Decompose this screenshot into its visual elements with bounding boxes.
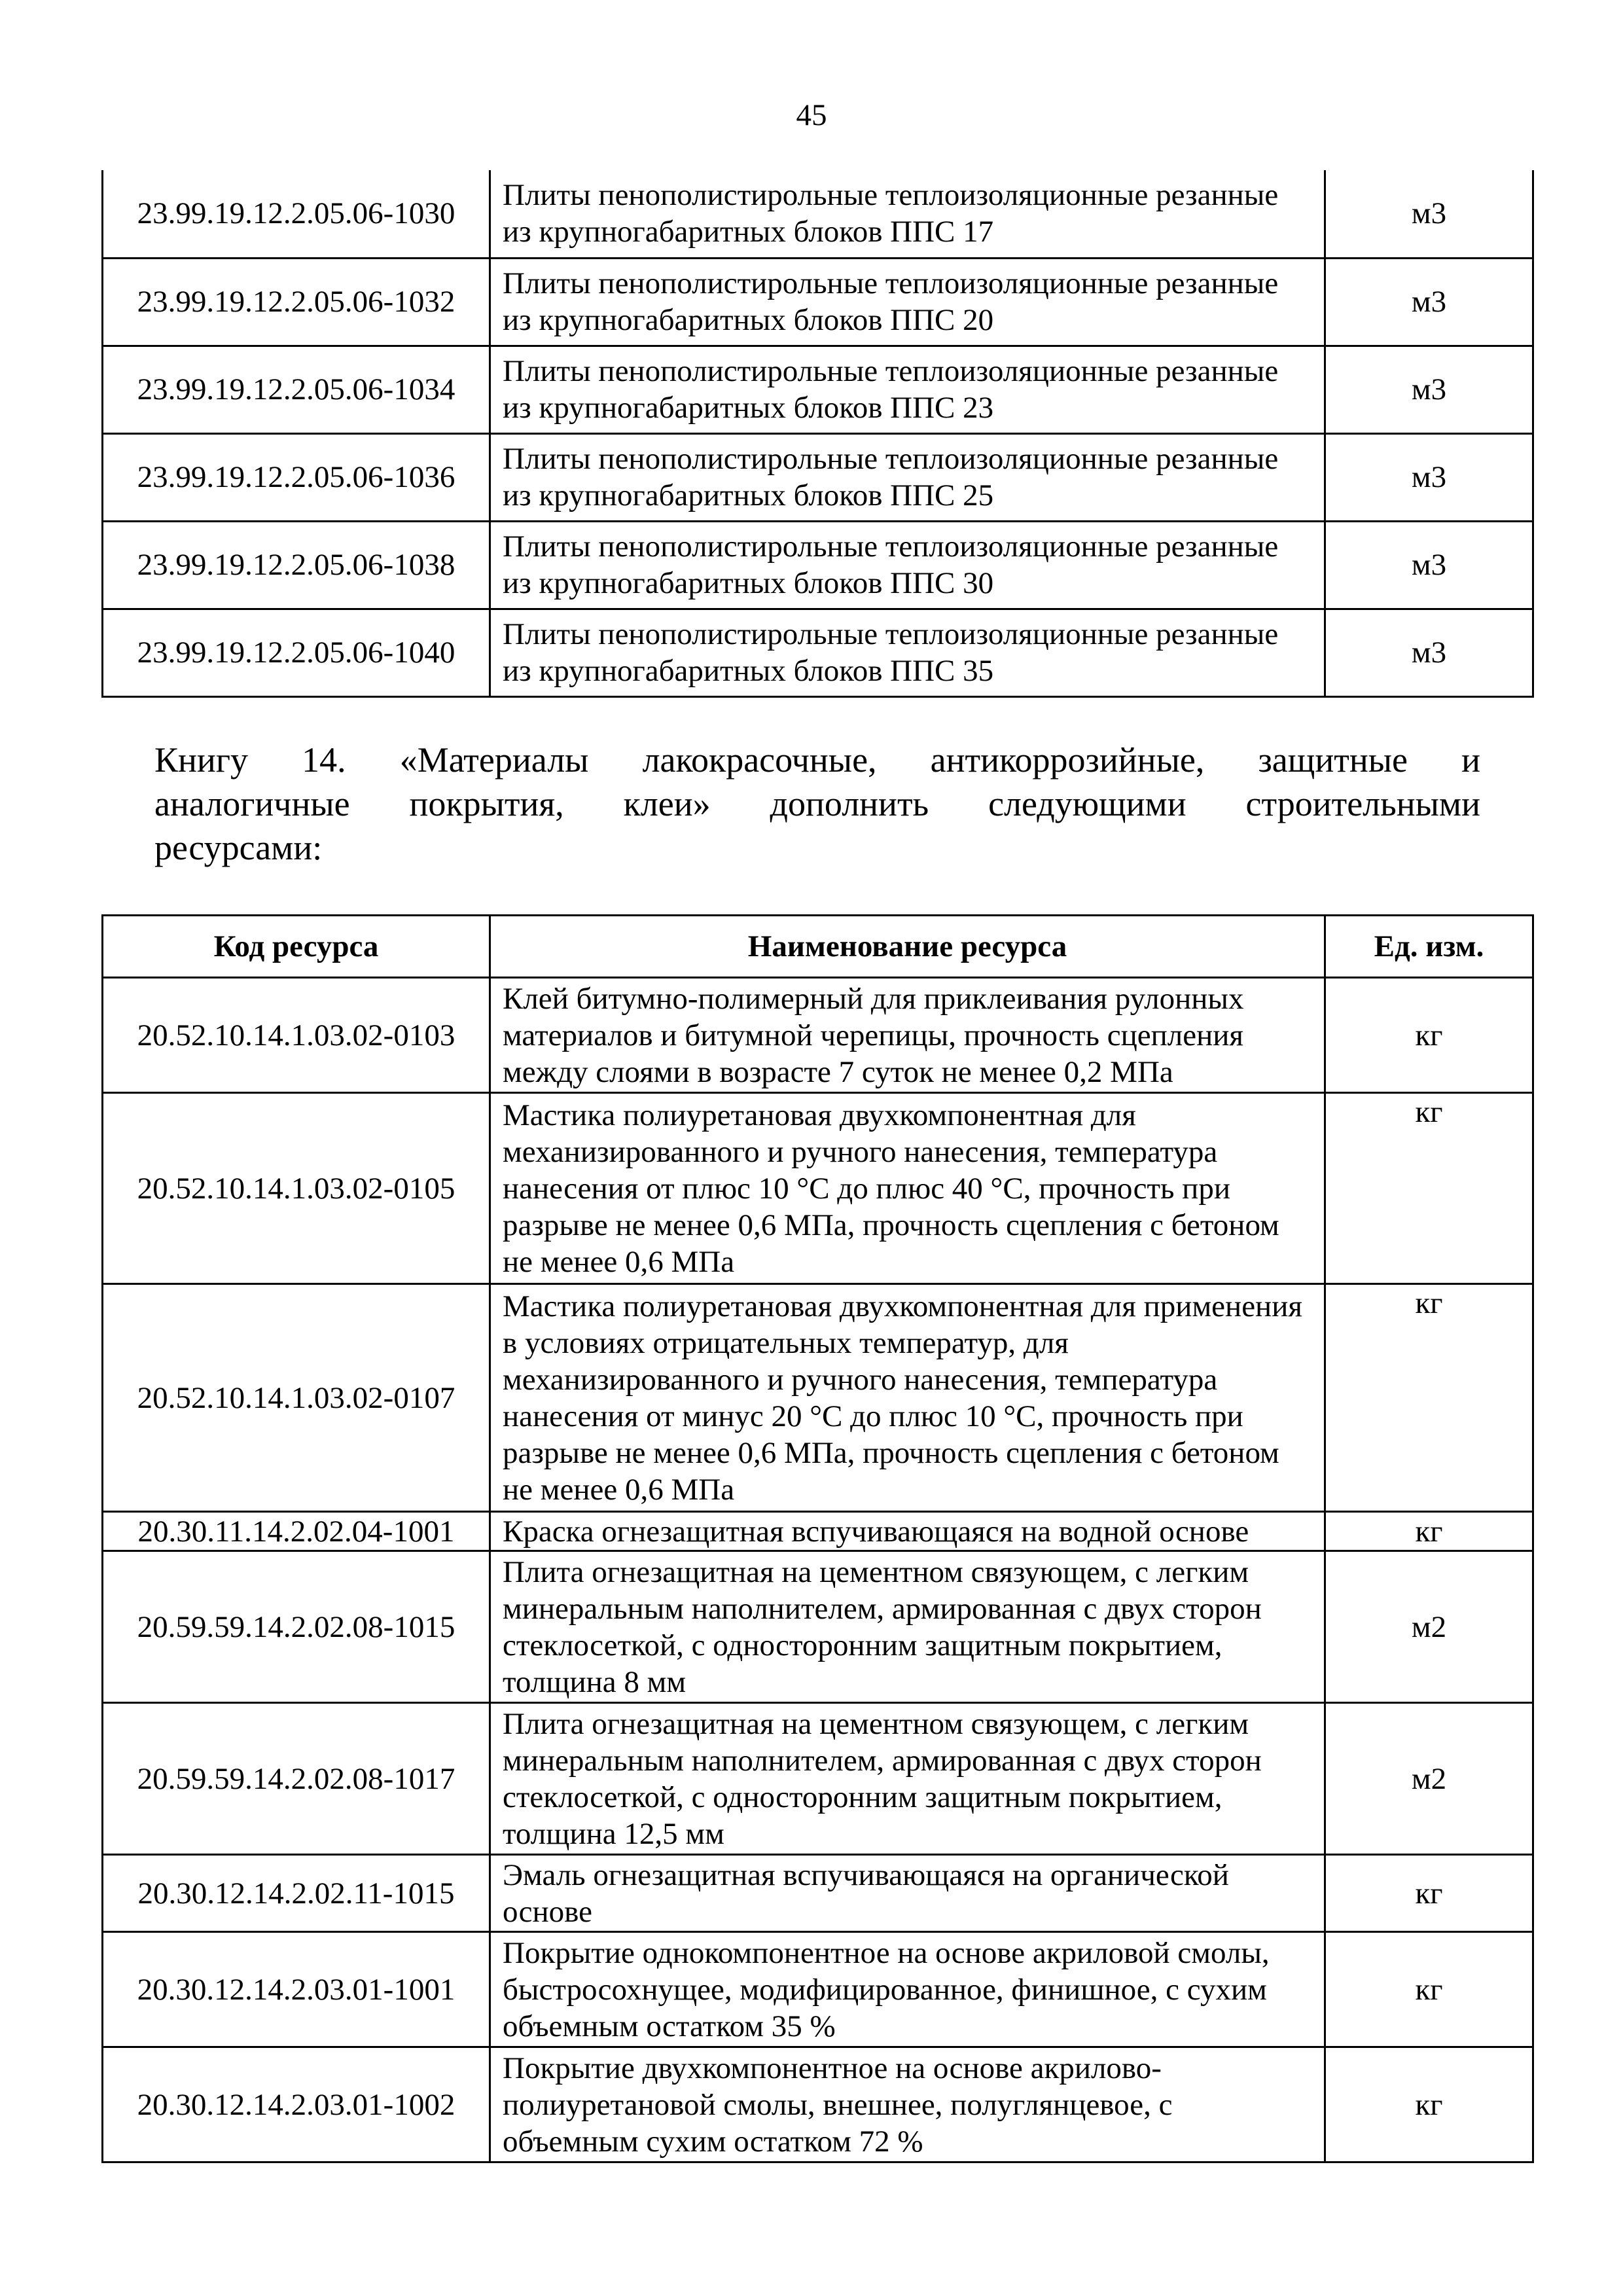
paragraph-line: аналогичные покрытия, клеи» дополнить следующими строительными bbox=[154, 784, 1480, 823]
table-header-row bbox=[103, 916, 1533, 978]
table-row bbox=[103, 609, 1533, 696]
resource-unit: кг bbox=[1325, 1093, 1533, 1284]
resource-unit: кг bbox=[1325, 1932, 1533, 2047]
resource-name: Плита огнезащитная на цементном связующем, с легким минеральным наполнителем, армированная с двух сторон стеклосеткой, с односторонним защитным покрытием, толщина 12,5 мм bbox=[490, 1703, 1325, 1855]
resource-code: 20.30.12.14.2.02.11-1015 bbox=[103, 1855, 490, 1932]
column-header-code: Код ресурса bbox=[103, 916, 490, 978]
resource-code: 23.99.19.12.2.05.06-1032 bbox=[103, 258, 490, 346]
resource-unit: кг bbox=[1325, 1512, 1533, 1551]
resource-unit: м2 bbox=[1325, 1551, 1533, 1703]
table-row bbox=[103, 258, 1533, 346]
table-row bbox=[103, 433, 1533, 521]
resource-unit: м3 bbox=[1325, 521, 1533, 609]
resource-code: 20.52.10.14.1.03.02-0105 bbox=[103, 1093, 490, 1284]
table-row bbox=[103, 1093, 1533, 1284]
table-row bbox=[103, 1703, 1533, 1855]
page-number: 45 bbox=[796, 98, 827, 132]
resource-name: Покрытие однокомпонентное на основе акриловой смолы, быстросохнущее, модифицированное, финишное, с сухим объемным остатком 35 % bbox=[490, 1932, 1325, 2047]
table-row bbox=[103, 1284, 1533, 1512]
resource-code: 20.30.11.14.2.02.04-1001 bbox=[103, 1512, 490, 1551]
resource-code: 20.59.59.14.2.02.08-1015 bbox=[103, 1551, 490, 1703]
resource-unit: м3 bbox=[1325, 609, 1533, 696]
resource-code: 20.30.12.14.2.03.01-1002 bbox=[103, 2047, 490, 2162]
resource-name: Мастика полиуретановая двухкомпонентная для механизированного и ручного нанесения, температура нанесения от плюс 10 °С до плюс 40 °С, прочность при разрыве не менее 0,6 МПа, прочность сцепления с бетоном не менее 0,6 МПа bbox=[490, 1093, 1325, 1284]
table-row bbox=[103, 1932, 1533, 2047]
paragraph-line: ресурсами: bbox=[154, 828, 323, 867]
resource-unit: кг bbox=[1325, 2047, 1533, 2162]
resource-code: 20.52.10.14.1.03.02-0107 bbox=[103, 1284, 490, 1512]
resource-name: Клей битумно-полимерный для приклеивания рулонных материалов и битумной черепицы, прочность сцепления между слоями в возрасте 7 суток не менее 0,2 МПа bbox=[490, 978, 1325, 1093]
resource-name: Краска огнезащитная вспучивающаяся на водной основе bbox=[490, 1512, 1325, 1551]
resource-name: Покрытие двухкомпонентное на основе акрилово-полиуретановой смолы, внешнее, полуглянцевое, с объемным сухим остатком 72 % bbox=[490, 2047, 1325, 2162]
resource-code: 20.59.59.14.2.02.08-1017 bbox=[103, 1703, 490, 1855]
table-row bbox=[103, 170, 1533, 258]
resource-code: 23.99.19.12.2.05.06-1030 bbox=[103, 170, 490, 258]
resource-name: Плита огнезащитная на цементном связующем, с легким минеральным наполнителем, армированная с двух сторон стеклосеткой, с односторонним защитным покрытием, толщина 8 мм bbox=[490, 1551, 1325, 1703]
resource-code: 23.99.19.12.2.05.06-1034 bbox=[103, 346, 490, 433]
resource-unit: м3 bbox=[1325, 258, 1533, 346]
resource-name: Мастика полиуретановая двухкомпонентная для применения в условиях отрицательных температур, для механизированного и ручного нанесения, температура нанесения от минус 20 °С до плюс 10 °С, прочность при разрыве не менее 0,6 МПа, прочность сцепления с бетоном не менее 0,6 МПа bbox=[490, 1284, 1325, 1512]
resource-unit: м3 bbox=[1325, 433, 1533, 521]
table-row bbox=[103, 1512, 1533, 1551]
resource-table-book-14 bbox=[101, 914, 1534, 2163]
resource-code: 23.99.19.12.2.05.06-1040 bbox=[103, 609, 490, 696]
column-header-unit: Ед. изм. bbox=[1325, 916, 1533, 978]
resource-name: Плиты пенополистирольные теплоизоляционные резанные из крупногабаритных блоков ППС 17 bbox=[490, 170, 1325, 258]
resource-unit: кг bbox=[1325, 1284, 1533, 1512]
resource-code: 20.30.12.14.2.03.01-1001 bbox=[103, 1932, 490, 2047]
resource-name: Плиты пенополистирольные теплоизоляционные резанные из крупногабаритных блоков ППС 23 bbox=[490, 346, 1325, 433]
column-header-name: Наименование ресурса bbox=[490, 916, 1325, 978]
resource-unit: м3 bbox=[1325, 346, 1533, 433]
table-row bbox=[103, 521, 1533, 609]
paragraph-line: Книгу 14. «Материалы лакокрасочные, антикоррозийные, защитные и bbox=[154, 740, 1480, 780]
table-row bbox=[103, 2047, 1533, 2162]
resource-name: Плиты пенополистирольные теплоизоляционные резанные из крупногабаритных блоков ППС 30 bbox=[490, 521, 1325, 609]
resource-unit: кг bbox=[1325, 1855, 1533, 1932]
resource-unit: м3 bbox=[1325, 170, 1533, 258]
instruction-paragraph bbox=[154, 738, 1480, 870]
table-row bbox=[103, 346, 1533, 433]
resource-name: Плиты пенополистирольные теплоизоляционные резанные из крупногабаритных блоков ППС 35 bbox=[490, 609, 1325, 696]
resource-code: 23.99.19.12.2.05.06-1038 bbox=[103, 521, 490, 609]
resource-code: 23.99.19.12.2.05.06-1036 bbox=[103, 433, 490, 521]
resource-unit: м2 bbox=[1325, 1703, 1533, 1855]
resource-table-book-12 bbox=[101, 170, 1534, 698]
resource-code: 20.52.10.14.1.03.02-0103 bbox=[103, 978, 490, 1093]
resource-unit: кг bbox=[1325, 978, 1533, 1093]
table-row bbox=[103, 1551, 1533, 1703]
table-row bbox=[103, 978, 1533, 1093]
table-row bbox=[103, 1855, 1533, 1932]
resource-name: Плиты пенополистирольные теплоизоляционные резанные из крупногабаритных блоков ППС 25 bbox=[490, 433, 1325, 521]
resource-name: Эмаль огнезащитная вспучивающаяся на органической основе bbox=[490, 1855, 1325, 1932]
resource-name: Плиты пенополистирольные теплоизоляционные резанные из крупногабаритных блоков ППС 20 bbox=[490, 258, 1325, 346]
